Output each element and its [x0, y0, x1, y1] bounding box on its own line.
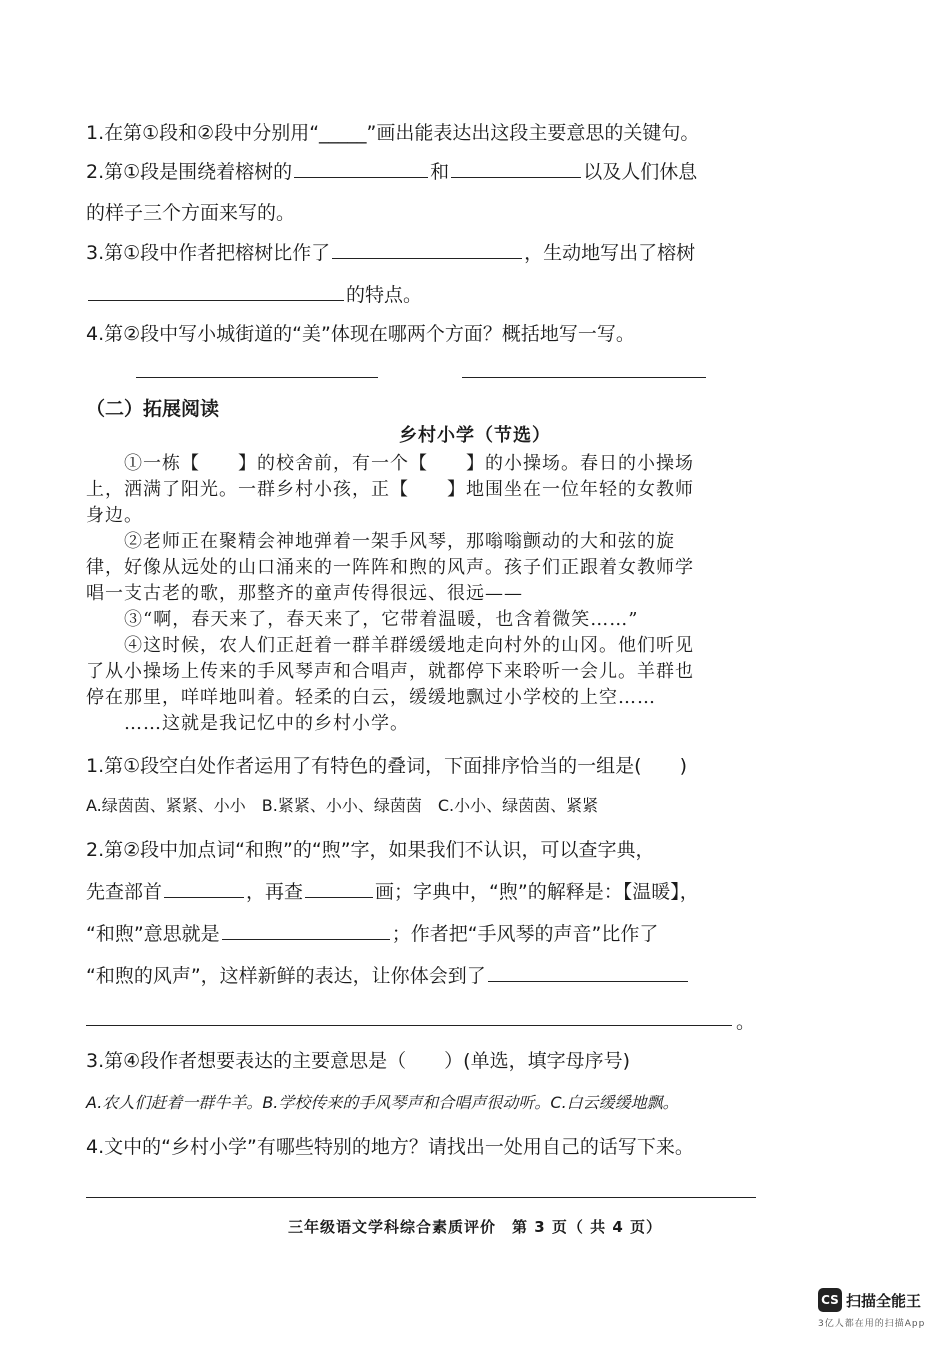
passage-p4-line3: 停在那里，咩咩地叫着。轻柔的白云，缓缓地飘过小学校的上空……: [86, 687, 656, 708]
answer-blank[interactable]: [488, 980, 688, 982]
question-3-text-a: 3.第①段中作者把榕树比作了: [86, 242, 331, 264]
passage-p2-line3: 唱一支古老的歌，那整齐的童声传得很远、很远——: [86, 583, 523, 604]
reading-question-4: 4.文中的“乡村小学”有哪些特别的地方？请找出一处用自己的话写下来。: [86, 1136, 694, 1158]
question-3: [86, 238, 695, 265]
reading-question-3-options: A.农人们赶着一群牛羊。B.学校传来的手风琴声和合唱声很动听。C.白云缓缓地飘。: [86, 1093, 679, 1112]
answer-blank[interactable]: [294, 176, 428, 178]
reading-question-2-text-f: “和煦的风声”，这样新鲜的表达，让你体会到了: [86, 965, 486, 987]
reading-question-2: 2.第②段中加点词“和煦”的“煦”字，如果我们不认识，可以查字典，: [86, 839, 655, 861]
passage-p1-line1: ①一栋【 】的校舍前，有一个【 】的小操场。春日的小操场: [124, 453, 694, 474]
reading-question-2-text-d: “和煦”意思就是: [86, 923, 220, 945]
passage-p3-line1: ③“啊，春天来了，春天来了，它带着温暖，也含着微笑……”: [124, 609, 639, 630]
passage-p5-line1: ……这就是我记忆中的乡村小学。: [124, 713, 409, 734]
reading-question-1: 1.第①段空白处作者运用了有特色的叠词，下面排序恰当的一组是( ): [86, 755, 687, 777]
section-title: （二）拓展阅读: [86, 398, 220, 420]
question-3-text-c: 的特点。: [346, 284, 423, 306]
question-3-cont: [86, 280, 422, 307]
question-2-text-a: 2.第①段是围绕着榕树的: [86, 161, 293, 183]
reading-question-2-text-c: 画；字典中，“煦”的解释是：【温暖】，: [375, 881, 699, 903]
answer-blank[interactable]: [164, 896, 244, 898]
answer-line[interactable]: [86, 1196, 756, 1198]
question-2: [86, 157, 697, 184]
question-1: 1.在第①段和②段中分别用“_____”画出能表达出这段主要意思的关键句。: [86, 122, 700, 144]
reading-question-3: 3.第④段作者想要表达的主要意思是（ ）(单选，填字母序号): [86, 1050, 630, 1072]
reading-question-2-line3: [86, 919, 658, 946]
watermark-name: 扫描全能王: [846, 1291, 922, 1310]
answer-line[interactable]: [136, 376, 378, 378]
watermark-slogan: 3亿人都在用的扫描App: [818, 1319, 926, 1329]
reading-question-2-line2: [86, 877, 699, 904]
passage-p4-line2: 了从小操场上传来的手风琴声和合唱声，就都停下来聆听一会儿。羊群也: [86, 661, 694, 682]
answer-line[interactable]: [462, 376, 706, 378]
answer-blank[interactable]: [88, 299, 344, 301]
passage-p1-line2: 上，洒满了阳光。一群乡村小孩，正【 】地围坐在一位年轻的女教师: [86, 479, 694, 500]
passage-p2-line2: 律，好像从远处的山口涌来的一阵阵和煦的风声。孩子们正跟着女教师学: [86, 557, 694, 578]
answer-blank[interactable]: [305, 896, 373, 898]
page-footer: 三年级语文学科综合素质评价 第 3 页（ 共 4 页）: [288, 1218, 662, 1236]
answer-blank[interactable]: [222, 938, 390, 940]
reading-question-2-text-a: 先查部首: [86, 881, 163, 903]
answer-line[interactable]: [86, 1024, 732, 1026]
passage-p4-line1: ④这时候，农人们正赶着一群羊群缓缓地走向村外的山冈。他们听见: [124, 635, 694, 656]
passage-p2-line1: ②老师正在聚精会神地弹着一架手风琴，那嗡嗡颤动的大和弦的旋: [124, 531, 675, 552]
reading-question-2-text-b: ，再查: [246, 881, 304, 903]
question-3-text-b: ，生动地写出了榕树: [524, 242, 696, 264]
reading-question-2-text-e: ；作者把“手风琴的声音”比作了: [391, 923, 659, 945]
passage-p1-line3: 身边。: [86, 505, 143, 526]
question-4: 4.第②段中写小城街道的“美”体现在哪两个方面？概括地写一写。: [86, 323, 635, 345]
reading-question-2-line4: [86, 961, 690, 988]
camscanner-logo-icon: CS: [818, 1288, 842, 1312]
scanner-watermark: [818, 1288, 938, 1329]
reading-question-1-options: A.绿茵茵、紧紧、小小 B.紧紧、小小、绿茵茵 C.小小、绿茵茵、紧紧: [86, 796, 599, 815]
sentence-end-mark: 。: [736, 1011, 756, 1033]
answer-blank[interactable]: [332, 257, 522, 259]
question-2-text-b: 和: [430, 161, 450, 183]
passage-title: 乡村小学（节选）: [399, 425, 551, 446]
answer-blank[interactable]: [451, 176, 581, 178]
question-2-cont: 的样子三个方面来写的。: [86, 202, 296, 224]
question-2-text-c: 以及人们休息: [583, 161, 698, 183]
